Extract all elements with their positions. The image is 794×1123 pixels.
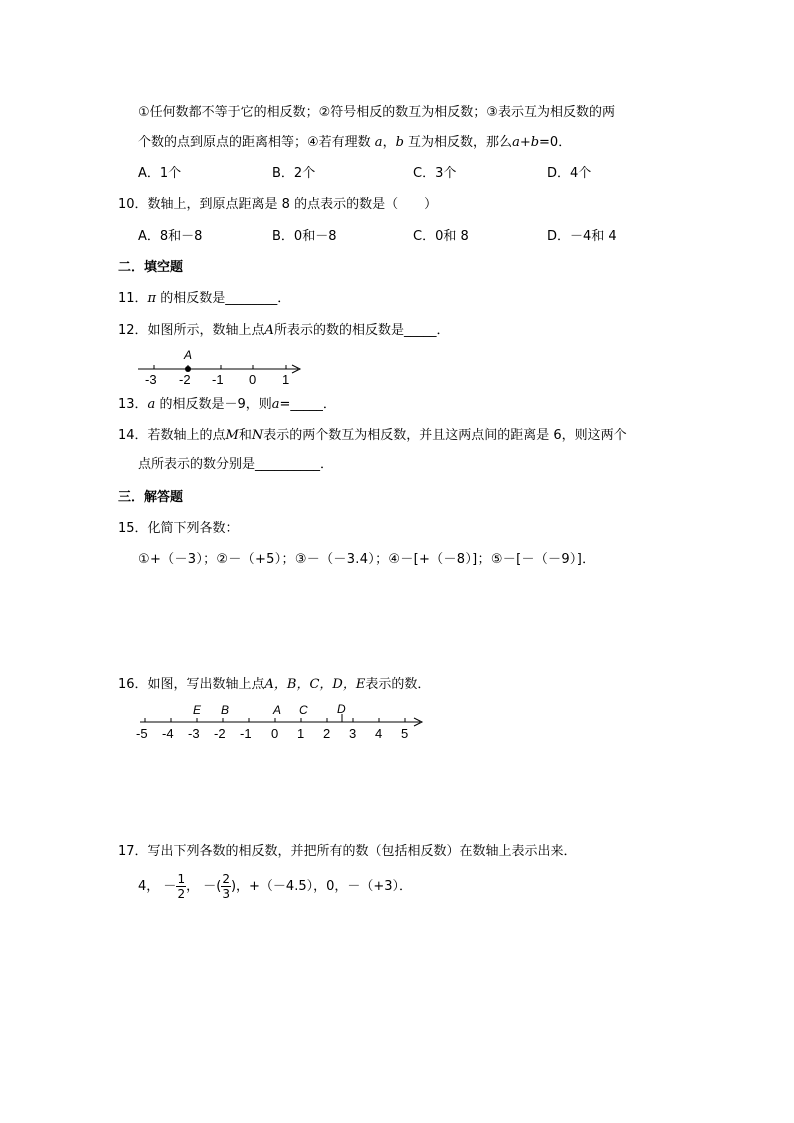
section-heading-fill-blank: 二．填空题 (118, 260, 184, 275)
q16-point-e-label: E (193, 703, 202, 717)
q10-stem: 10．数轴上，到原点距离是 8 的点表示的数是（ ） (118, 197, 438, 212)
q16-point-c-label: C (299, 703, 308, 717)
q10-option-b[interactable]: B．0和－8 (272, 229, 337, 244)
q15-stem: 15．化简下列各数： (118, 521, 239, 536)
q9-option-c[interactable]: C．3个 (413, 166, 457, 181)
q17-numbers: 4， － $\frac{1}{2}$ ， －( $\frac{2}{3}$ )，+（－4.5），0，－（+3）． (138, 872, 413, 901)
q16-tick-label: -4 (162, 726, 174, 741)
q16-tick-label: 5 (401, 726, 409, 741)
q12-number-line (130, 346, 310, 388)
q16-tick-label: 1 (297, 726, 305, 741)
q16-point-b-label: B (221, 703, 230, 717)
q12-tick-label: 1 (282, 372, 290, 387)
q16-tick-label: 0 (271, 726, 279, 741)
q14-line2: 点所表示的数分别是__________． (138, 457, 334, 472)
q16-tick-label: -2 (214, 726, 226, 741)
q9-option-a[interactable]: A．1个 (138, 166, 182, 181)
q10-option-c[interactable]: C．0和 8 (413, 229, 469, 244)
q15-items: ①+（－3）；②－（+5）；③－（－3.4）；④－[+（－8）]；⑤－[－（－9）]． (138, 552, 596, 567)
q16-text: 16．如图，写出数轴上点A，B，C，D，E表示的数． (118, 677, 431, 692)
q10-option-a[interactable]: A．8和－8 (138, 229, 203, 244)
q16-number-line (130, 700, 430, 744)
q16-tick-label: -3 (188, 726, 200, 741)
q16-point-d-label: D (337, 702, 346, 716)
q16-tick-label: -5 (136, 726, 148, 741)
fraction-two-thirds: $\frac{2}{3}$ (222, 872, 230, 901)
q12-tick-label: -1 (212, 372, 224, 387)
q9-line1: ①任何数都不等于它的相反数；②符号相反的数互为相反数；③表示互为相反数的两 (138, 105, 615, 120)
q12-tick-label: 0 (249, 372, 257, 387)
q11-text: 11．π 的相反数是________． (118, 291, 291, 306)
q16-tick-label: 2 (323, 726, 331, 741)
q12-point-a-label: A (184, 348, 193, 362)
q16-tick-label: -1 (240, 726, 252, 741)
q9-line2: 个数的点到原点的距离相等；④若有理数 a，b 互为相反数，那么a+b=0． (138, 135, 572, 150)
q16-tick-label: 4 (375, 726, 383, 741)
q13-text: 13．a 的相反数是－9，则a=_____． (118, 397, 336, 412)
fraction-one-half: $\frac{1}{2}$ (177, 872, 186, 901)
q17-stem: 17．写出下列各数的相反数，并把所有的数（包括相反数）在数轴上表示出来． (118, 844, 577, 859)
q12-tick-label: -3 (145, 372, 157, 387)
section-heading-solve: 三．解答题 (118, 490, 184, 505)
q9-option-b[interactable]: B．2个 (272, 166, 316, 181)
q16-tick-label: 3 (349, 726, 357, 741)
q14-line1: 14．若数轴上的点M和N表示的两个数互为相反数，并且这两点间的距离是 6，则这两个 (118, 428, 627, 443)
q9-option-d[interactable]: D．4个 (547, 166, 592, 181)
q12-tick-label: -2 (179, 372, 191, 387)
q10-option-d[interactable]: D．－4和 4 (547, 229, 617, 244)
q12-text: 12．如图所示，数轴上点A所表示的数的相反数是_____． (118, 323, 450, 338)
q12-tick-marks (154, 365, 286, 369)
q16-point-a-label: A (273, 703, 282, 717)
